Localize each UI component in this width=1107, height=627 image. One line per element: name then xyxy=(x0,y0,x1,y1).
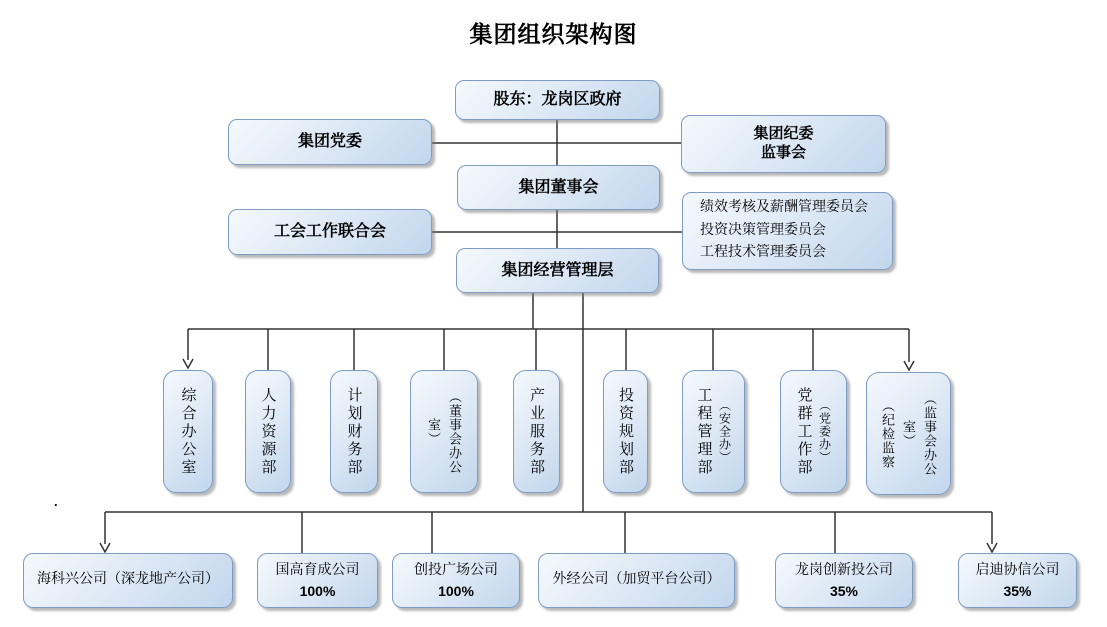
company-haikexing xyxy=(23,553,233,608)
dept-board-office xyxy=(410,370,478,493)
company-ownership: 35% xyxy=(1003,582,1032,599)
company-guogao-yucheng xyxy=(257,553,378,608)
dept-label: 投资规划部 xyxy=(617,386,633,477)
node-board xyxy=(457,165,660,210)
dept-label-column: 工程管理部 xyxy=(695,386,712,477)
company-waijing xyxy=(538,553,735,608)
arrow-down-icon xyxy=(987,543,997,552)
company-ownership: 35% xyxy=(829,582,859,599)
node-label: 股东：龙岗区政府 xyxy=(493,91,622,108)
node-union-federation xyxy=(228,209,432,255)
dept-label: 人力资源部 xyxy=(259,386,276,477)
node-label-line: 集团纪委 xyxy=(753,125,814,143)
node-management xyxy=(456,248,659,293)
arrow-down-icon xyxy=(904,361,914,370)
dept-label-column: （安全办） xyxy=(717,399,732,464)
committee-item: 工程技术管理委员会 xyxy=(700,245,826,261)
node-label: 工会工作联合会 xyxy=(273,223,386,240)
dept-label: 计划财务部 xyxy=(345,386,362,477)
dept-human-resources xyxy=(245,370,291,493)
dept-discipline-inspection xyxy=(866,372,951,495)
dept-label-column: 党群工作部 xyxy=(795,386,812,477)
node-committees xyxy=(682,192,893,270)
dept-industry-service xyxy=(513,370,560,493)
stray-dot: . xyxy=(54,494,58,509)
company-chuangtou-plaza xyxy=(392,553,520,608)
dept-planning-finance xyxy=(330,370,378,493)
dept-label-column: （董事会办公 xyxy=(447,389,462,474)
node-shareholder xyxy=(455,80,660,120)
dept-party-mass-work xyxy=(780,370,847,493)
node-discipline-supervisory xyxy=(681,115,886,173)
page-title: 集团组织架构图 xyxy=(469,21,638,47)
arrow-down-icon xyxy=(183,359,193,368)
dept-label-column: （纪检监察 xyxy=(880,398,895,469)
committee-item: 投资决策管理委员会 xyxy=(700,222,826,238)
company-ownership: 100% xyxy=(438,582,474,599)
dept-general-office xyxy=(163,370,213,493)
node-label: 集团董事会 xyxy=(518,178,599,196)
company-name: 外经公司（加贸平台公司） xyxy=(552,572,721,588)
dept-label-column: 室） xyxy=(426,417,441,446)
arrow-down-icon xyxy=(100,543,110,552)
dept-label-column: （监事会办公 xyxy=(922,391,937,476)
company-name: 海科兴公司（深龙地产公司） xyxy=(37,572,219,588)
dept-label-column: 室） xyxy=(901,419,916,448)
company-name: 创投广场公司 xyxy=(414,563,498,579)
company-name: 龙岗创新投公司 xyxy=(795,563,893,579)
node-label xyxy=(753,125,813,163)
company-qidi-xiexin xyxy=(958,553,1077,608)
node-label: 集团党委 xyxy=(297,133,362,150)
committee-item: 绩效考核及薪酬管理委员会 xyxy=(700,199,868,215)
node-label: 集团经营管理层 xyxy=(501,261,614,279)
dept-label: 产业服务部 xyxy=(528,386,544,477)
company-name: 启迪协信公司 xyxy=(975,563,1060,579)
company-name: 国高育成公司 xyxy=(275,563,360,579)
dept-label: 综合办公室 xyxy=(179,386,196,477)
company-longgang-innovation xyxy=(775,553,913,608)
company-ownership: 100% xyxy=(299,582,336,599)
node-label-line: 监事会 xyxy=(760,144,806,161)
node-party-committee xyxy=(228,119,432,165)
dept-engineering-management xyxy=(682,370,745,493)
dept-label-column: （党委办） xyxy=(817,399,832,464)
dept-investment-planning xyxy=(603,370,648,493)
company-connectors xyxy=(100,512,997,553)
